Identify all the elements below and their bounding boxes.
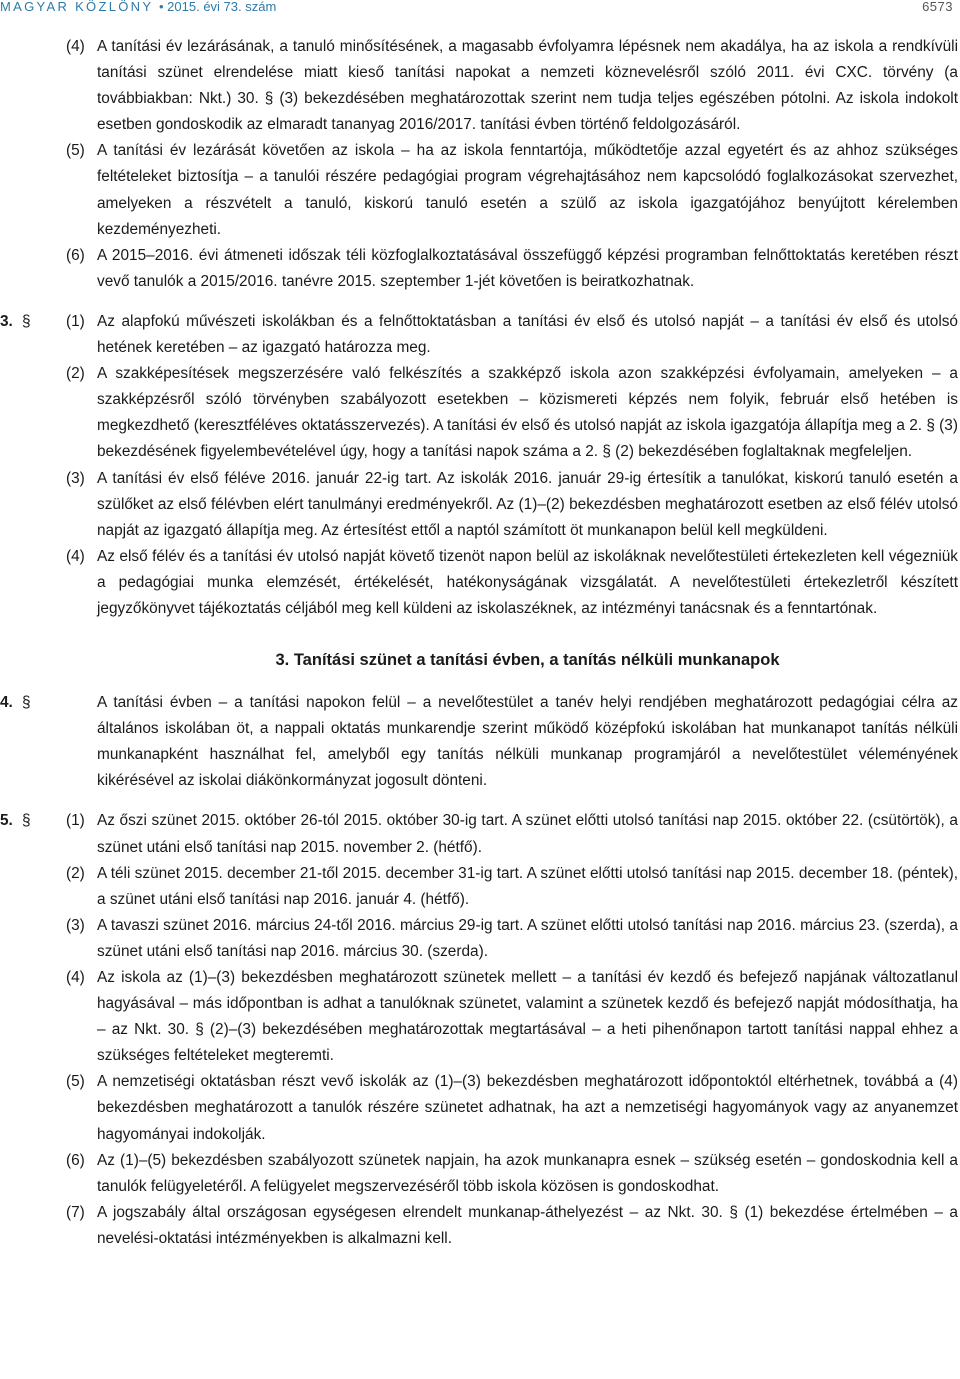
- continued-section: [0, 34, 958, 295]
- subsection-number: (6): [66, 1151, 85, 1169]
- subsection-3: [0, 466, 958, 544]
- subsection-text: Az alapfokú művészeti iskolákban és a felnőttoktatásban a tanítási év első és utolsó napját – a tanítási év első és utolsó hetének keretében – az igazgató határozza meg.: [97, 312, 958, 357]
- subsection-text: A tanítási év lezárásának, a tanuló minősítésének, a magasabb évfolyamra lépésnek nem akadálya, ha az iskola a rendkívüli tanítási szünet elrendelése miatt kieső tanítási napokat a nemzeti köznevelésről szóló 2011. évi CXC. törvény (a továbbiakban: Nkt.) 30. § (3) bekezdésében meghatározottak szerint nem tudja teljes egészében pótolni. Az iskola indokolt esetben gondoskodik az elmaradt tananyag 2016/2017. tanítási évben történő feldolgozásáról.: [97, 38, 958, 134]
- subsection-number: (5): [66, 1073, 85, 1091]
- subsection-number: (4): [66, 969, 85, 986]
- section-text: A tanítási évben – a tanítási napokon felül – a nevelőtestület a tanév helyi rendjében meghatározott pedagógiai célra az általános iskolában öt, a nappali oktatás munkarendje szerint működő középfokú iskolában hat munkanapot tanítás nélküli munkanapként használhat fel, amelyből egy tanítás nélküli munkanap programjáról a nevelőtestület véleményének kikérésével az iskolai diákönkormányzat jogosult dönteni.: [97, 694, 958, 790]
- subsection-text: A szakképesítések megszerzésére való felkészítés a szakképző iskola azon szakképzési évfolyamain, amelyeken – a szakképzésről szóló törvényben szabályozott esetekben – közismereti képzés nem folyik, február első hetében is megkezdhető (keresztféléves oktatásszervezés). A tanítási év első és utolsó napját az iskola igazgatója állapítja meg a 2. § (3) bekezdésének figyelembevételével úgy, hogy a tanítási napok száma a 2. § (2) bekezdésében foglaltaknak megfeleljen.: [97, 365, 958, 461]
- subsection-number: (3): [66, 469, 85, 487]
- subsection-text: Az őszi szünet 2015. október 26-tól 2015. október 30-ig tart. A szünet előtti utolsó tanítási nap 2015. október 22. (csütörtök), a szünet utáni első tanítási nap 2015. november 2. (hétfő).: [97, 812, 958, 856]
- subsection-text: A jogszabály által országosan egységesen elrendelt munkanap-áthelyezést – az Nkt. 30. § (1) bekezdése értelmében – a nevelési-oktatási intézményekben is alkalmazni kell.: [97, 1203, 958, 1247]
- subsection-number: (4): [66, 38, 85, 55]
- section-number: 4.: [0, 694, 13, 712]
- subsection-text: Az iskola az (1)–(3) bekezdésben meghatározott szünetek mellett – a tanítási év kezdő és befejező napjának változatlanul hagyásával – más időpontban is adhat a tanulóknak szünetet, valamint a szünetek kezdő és befejező napját módosíthatja, ha – az Nkt. 30. § (2)–(3) bekezdésében meghatározottak megtartásával – a heti pihenőnapon tartott tanítási nappal ehhez a szükséges feltételeket megteremti.: [97, 969, 958, 1065]
- running-header: [0, 0, 276, 14]
- section-sign: §: [22, 694, 31, 712]
- subsection-text: A 2015–2016. évi átmeneti időszak téli közfoglalkoztatásával összefüggő képzési programban felnőttoktatás keretében részt vevő tanulók a 2015/2016. tanévre 2015. szeptember 1-jét követően is beiratkozhatnak.: [97, 246, 958, 290]
- subsection-text: A tanítási év első féléve 2016. január 22-ig tart. Az iskolák 2016. január 29-ig értesítik a tanulókat, kiskorú tanuló esetén a szülőket az első félévben elért tanulmányi eredményekről. Az (1)–(2) bekezdésben meghatározott esetben az első félév utolsó napját az igazgató állapítja meg. Az értesítést ettől a naptól számított öt munkanapon belül kell megküldeni.: [97, 469, 958, 539]
- subsection-2: [0, 861, 958, 913]
- subsection-6: [0, 1148, 958, 1200]
- subsection-text: Az első félév és a tanítási év utolsó napját követő tizenöt napon belül az iskoláknak nevelőtestületi értekezleten kell végezniük a pedagógiai munka elemzését, értékelését, hatékonyságának vizsgálatát. A nevelőtestületi értekezletről készített jegyzőkönyvet tájékoztatás céljából meg kell küldeni az iskolaszéknek, az intézményi tanácsnak és a fenntartónak.: [97, 547, 958, 617]
- subsection-number: (2): [66, 864, 85, 882]
- subsection-6: [0, 243, 958, 295]
- section-sign: §: [22, 812, 31, 830]
- subsection-number: (4): [66, 547, 85, 565]
- subsection-number: (6): [66, 246, 85, 264]
- subsection-1: [0, 309, 958, 361]
- subsection-4: [0, 34, 958, 138]
- subsection-text: A nemzetiségi oktatásban részt vevő iskolák az (1)–(3) bekezdésben meghatározott időpontoktól eltérhetnek, továbbá a (4) bekezdésben meghatározott a tanulók részére szünetet adhatnak, ha azt a nemzetiségi hagyományok vagy az anyanemzet hagyományai indokolják.: [97, 1073, 958, 1143]
- subsection-1: [0, 808, 958, 860]
- section-5: [0, 808, 958, 1252]
- subsection-4: [0, 965, 958, 1069]
- issue-label: • 2015. évi 73. szám: [159, 0, 277, 14]
- subsection-5: [0, 138, 958, 242]
- page-header: [0, 0, 955, 22]
- subsection-number: (5): [66, 142, 85, 160]
- page-number: 6573: [922, 0, 953, 14]
- subsection-number: (3): [66, 916, 85, 934]
- section-4: [0, 690, 958, 794]
- subsection-text: A tavaszi szünet 2016. március 24-től 2016. március 29-ig tart. A szünet előtti utolsó tanítási nap 2016. március 23. (szerda), a szünet utáni első tanítási nap 2016. március 30. (szerda).: [97, 916, 958, 960]
- subsection-4: [0, 544, 958, 622]
- subsection-number: (1): [66, 312, 85, 330]
- chapter-heading: 3. Tanítási szünet a tanítási évben, a tanítás nélküli munkanapok: [275, 651, 780, 670]
- subsection-text: Az (1)–(5) bekezdésben szabályozott szünetek napjain, ha azok munkanapra esnek – szükség esetén – gondoskodnia kell a tanulók felügyeletéről. A felügyelet megszervezéséről több iskola közösen is gondoskodhat.: [97, 1151, 958, 1195]
- subsection-number: (2): [66, 365, 85, 383]
- subsection-3: [0, 913, 958, 965]
- section-number: 3.: [0, 312, 13, 330]
- section-sign: §: [22, 312, 31, 330]
- document-body: [0, 34, 958, 1252]
- section-3: [0, 309, 958, 622]
- journal-title: MAGYAR KÖZLÖNY: [0, 0, 154, 14]
- subsection-5: [0, 1069, 958, 1147]
- subsection-text: A tanítási év lezárását követően az iskola – ha az iskola fenntartója, működtetője azzal egyetért és az ahhoz szükséges feltételeket biztosítja – a tanulói részére pedagógiai program végrehajtásához nem kapcsolódó foglalkozásokat szervezhet, amelyeken a részvételt a tanuló, kiskorú tanuló esetén a szülő az iskola igazgatójához benyújtott kérelemben kezdeményezheti.: [97, 142, 958, 238]
- section-number: 5.: [0, 812, 13, 830]
- subsection-number: (1): [66, 812, 85, 830]
- subsection-7: [0, 1200, 958, 1252]
- subsection-number: (7): [66, 1203, 85, 1221]
- subsection-2: [0, 361, 958, 465]
- subsection-text: A téli szünet 2015. december 21-től 2015. december 31-ig tart. A szünet előtti utolsó tanítási nap 2015. december 18. (péntek), a szünet utáni első tanítási nap 2016. január 4. (hétfő).: [97, 864, 958, 908]
